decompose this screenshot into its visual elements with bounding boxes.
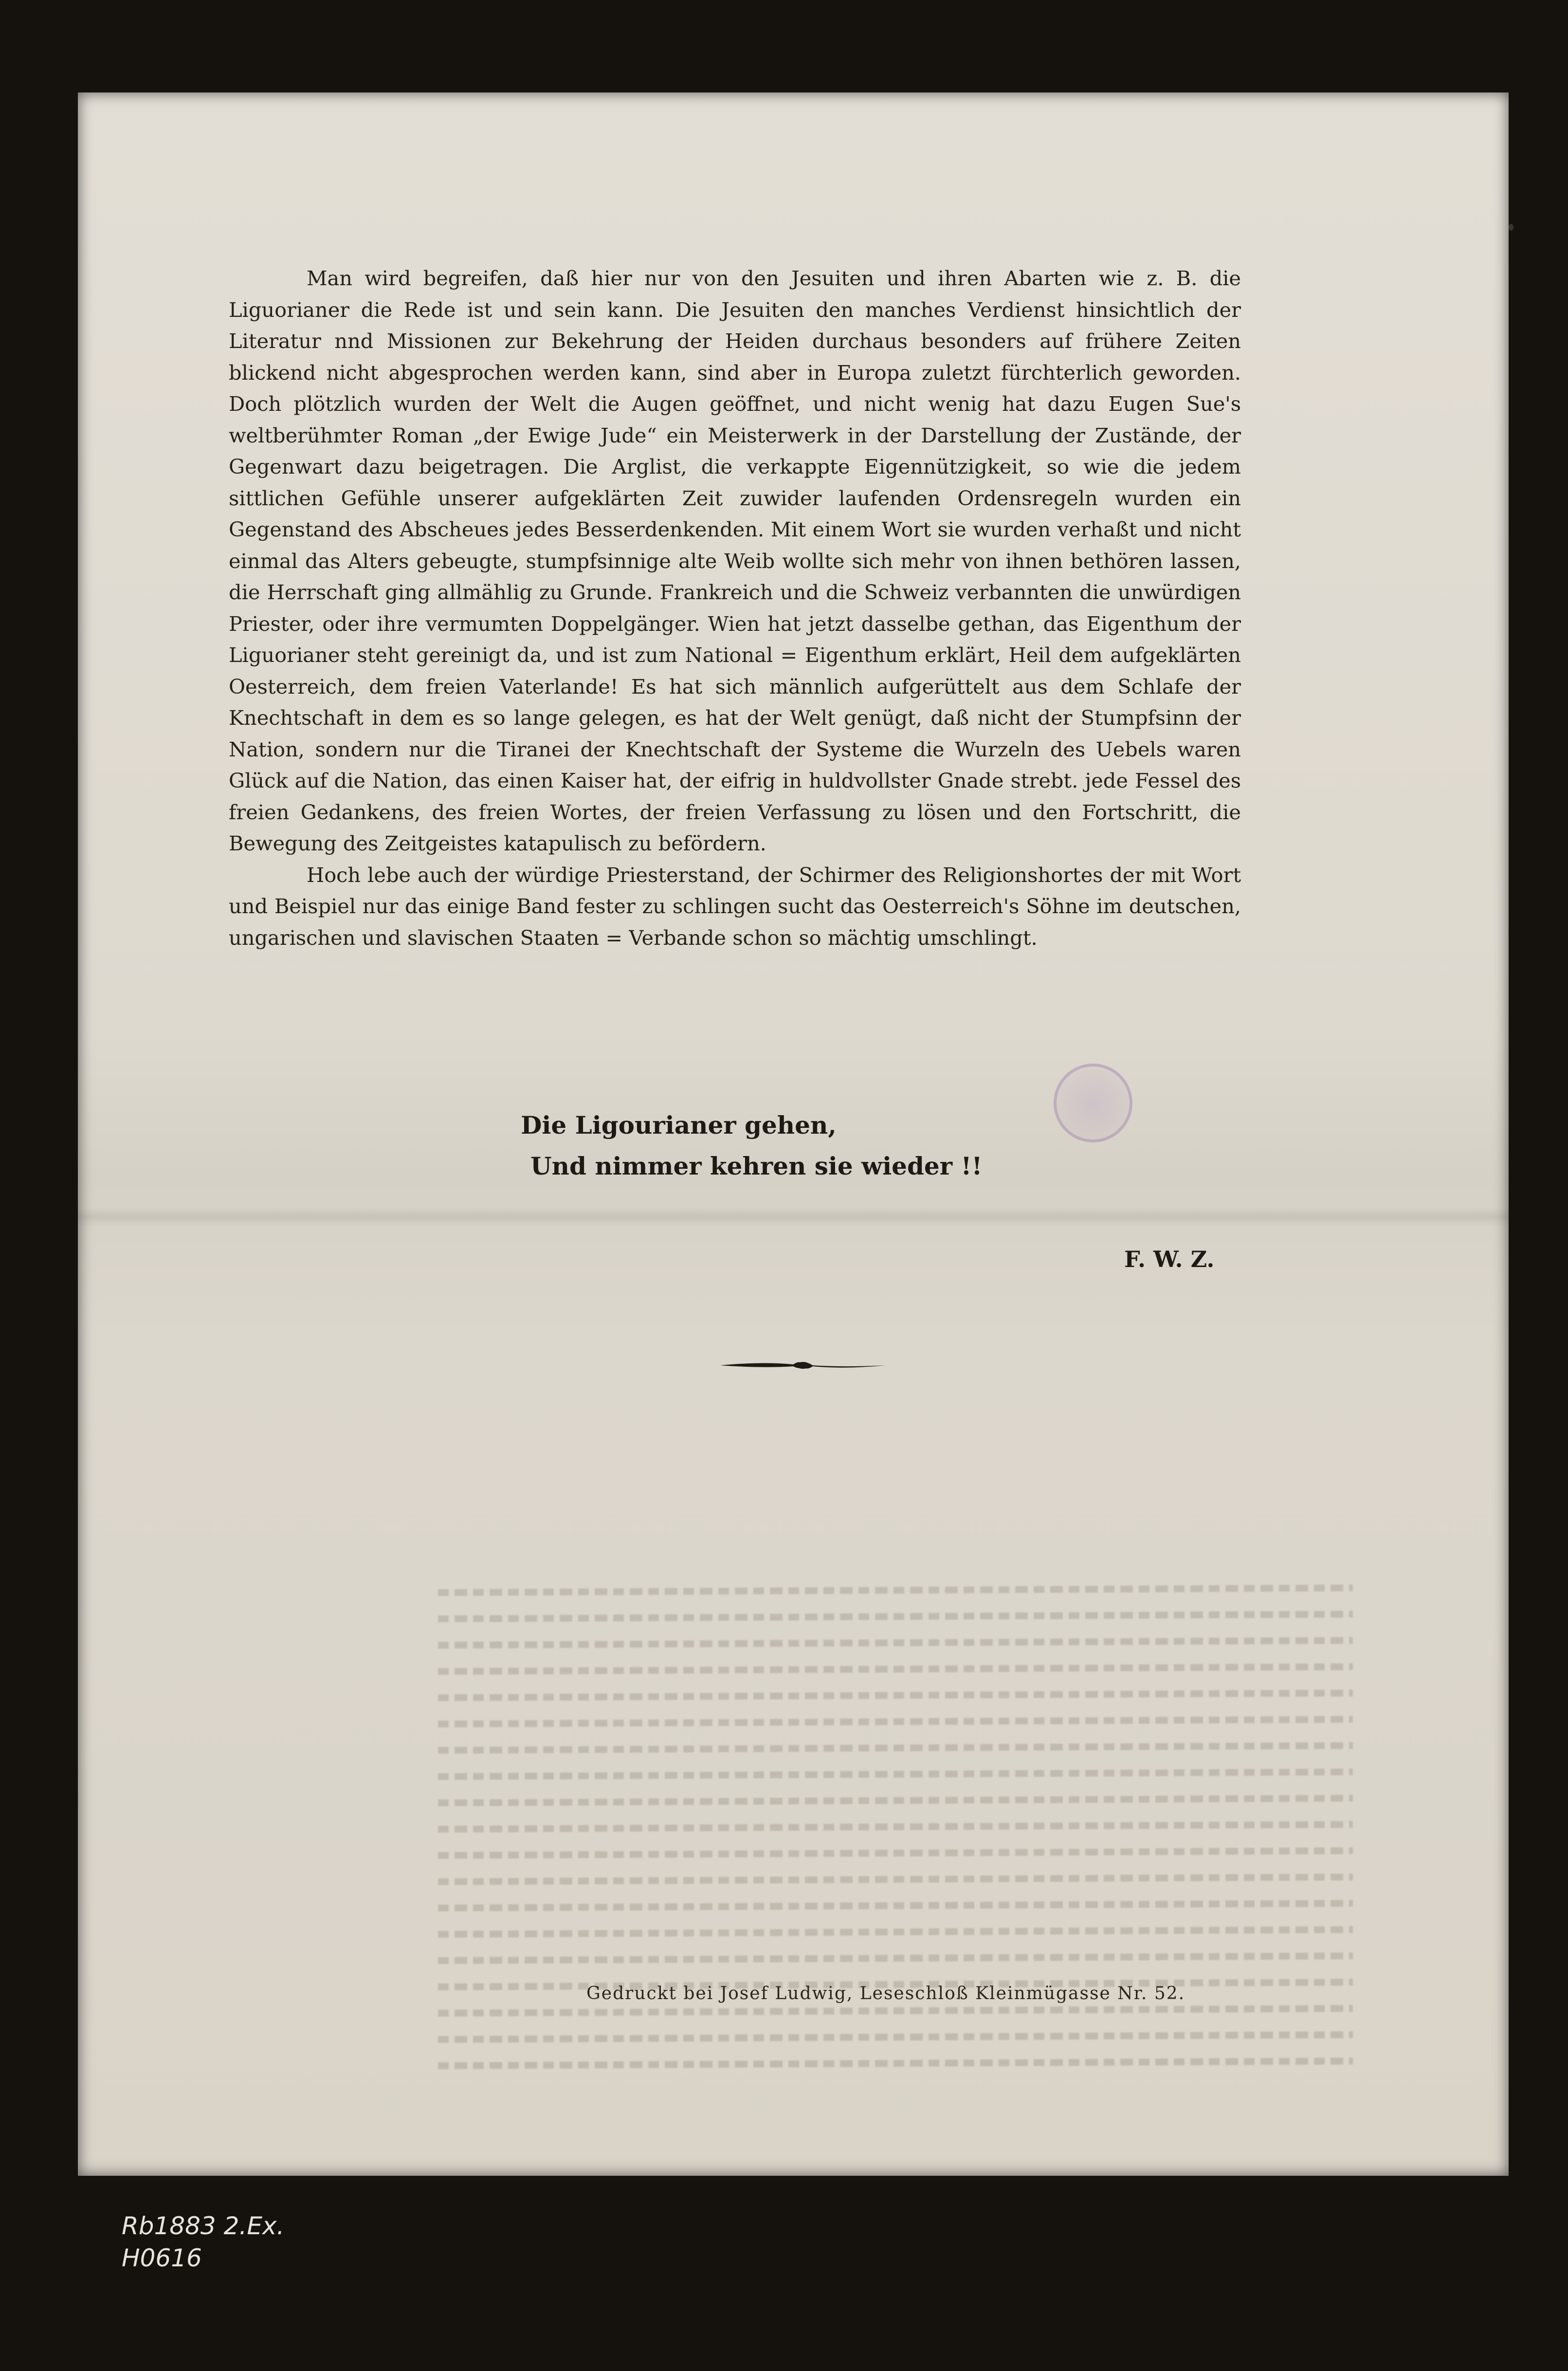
printer-imprint: Gedruckt bei Josef Ludwig, Leseschloß Kleinmügasse Nr. 52. — [586, 1984, 1185, 2003]
paragraph-2: Hoch lebe auch der würdige Priesterstand, der Schirmer des Religionshortes der mit Wort und Beispiel nur das einige Band fester zu schlingen sucht das Oesterreich's Söhne im deutschen, ungarischen und slavischen Staaten = Verbande schon so mächtig umschlingt. — [229, 863, 1241, 950]
shelfmark — [122, 2210, 284, 2274]
body-text — [229, 263, 1241, 954]
author-initials: F. W. Z. — [1124, 1246, 1215, 1272]
library-stamp — [1054, 1064, 1132, 1142]
motto — [521, 1105, 982, 1187]
ink-spot — [1509, 224, 1513, 231]
page-fold — [78, 1207, 1509, 1227]
paragraph-1: Man wird begreifen, daß hier nur von den Jesuiten und ihren Abarten wie z. B. die Liguorianer die Rede ist und sein kann. Die Jesuiten den manches Verdienst hinsichtlich der Literatur nnd Missionen zur Bekehrung der Heiden durchaus besonders auf frühere Zeiten blickend nicht abgesprochen werden kann, sind aber in Europa zuletzt fürchterlich geworden. Doch plötzlich wurden der Welt die Augen geöffnet, und nicht wenig hat dazu Eugen Sue's weltberühmter Roman „der Ewige Jude“ ein Meisterwerk in der Darstellung der Zustände, der Gegenwart dazu beigetragen. Die Arglist, die verkappte Eigennützigkeit, so wie die jedem sittlichen Gefühle unserer aufgeklärten Zeit zuwider laufenden Ordensregeln wurden ein Gegenstand des Abscheues jedes Besserdenkenden. Mit einem Wort sie wurden verhaßt und nicht einmal das Alters gebeugte, stumpfsinnige alte Weib wollte sich mehr von ihnen bethören lassen, die Herrschaft ging allmählig zu Grunde. Frankreich und die Schweiz verbannten die unwürdigen Priester, oder ihre vermumten Doppelgänger. Wien hat jetzt dasselbe gethan, das Eigenthum der Liguorianer steht gereinigt da, und ist zum National = Eigenthum erklärt, Heil dem aufgeklärten Oesterreich, dem freien Vaterlande! Es hat sich männlich aufgerüttelt aus dem Schlafe der Knechtschaft in dem es so lange gelegen, es hat der Welt genügt, daß nicht der Stumpfsinn der Nation, sondern nur die Tiranei der Knechtschaft der Systeme die Wurzeln des Uebels waren Glück auf die Nation, das einen Kaiser hat, der eifrig in huldvollster Gnade strebt. jede Fessel des freien Gedankens, des freien Wortes, der freien Verfassung zu lösen und den Fortschritt, die Bewegung des Zeitgeistes katapulisch zu befördern. — [229, 266, 1241, 855]
bleed-through-text — [438, 1587, 1353, 2142]
motto-line-2: Und nimmer kehren sie wieder !! — [530, 1152, 983, 1180]
ornament-divider — [720, 1356, 886, 1375]
motto-line-1: Die Ligourianer gehen, — [521, 1111, 837, 1140]
shelfmark-line-2: H0616 — [122, 2244, 202, 2272]
shelfmark-line-1: Rb1883 2.Ex. — [122, 2212, 285, 2240]
